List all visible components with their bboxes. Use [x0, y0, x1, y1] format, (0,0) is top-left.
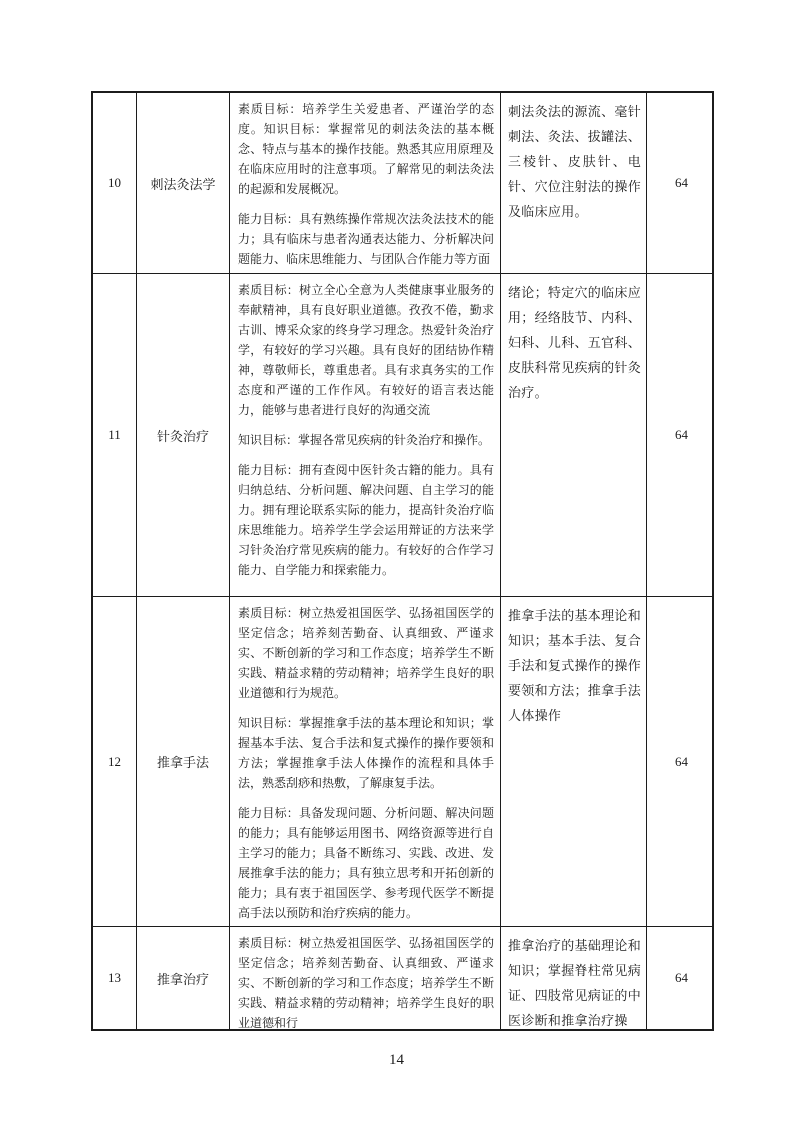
cell-course-name: 刺法灸法学	[137, 93, 230, 274]
objective-paragraph: 能力目标：具有熟练操作常规次法灸法技术的能力；具有临床与患者沟通表达能力、分析解决问题能力、临床思维能力、与团队合作能力等方面	[238, 212, 494, 266]
courses-table	[91, 91, 714, 1031]
objective-paragraph: 知识目标：掌握各常见疾病的针灸治疗和操作。	[238, 433, 491, 447]
cell-course-content: 推拿治疗的基础理论和知识；掌握脊柱常见病证、四肢常见病证的中医诊断和推拿治疗操	[501, 927, 647, 1029]
cell-course-name: 推拿治疗	[137, 927, 230, 1029]
cell-course-name: 推拿手法	[137, 597, 230, 927]
objective-paragraph: 素质目标：树立热爱祖国医学、弘扬祖国医学的坚定信念；培养刻苦勤奋、认真细致、严谨求实、不断创新的学习和工作态度；培养学生不断实践、精益求精的劳动精神；培养学生良好的职业道德和行为规范。	[238, 606, 494, 700]
objective-paragraph: 素质目标：树立热爱祖国医学、弘扬祖国医学的坚定信念；培养刻苦勤奋、认真细致、严谨求实、不断创新的学习和工作态度；培养学生不断实践、精益求精的劳动精神；培养学生良好的职业道德和行	[238, 936, 494, 1029]
cell-course-objectives	[230, 93, 501, 274]
cell-course-hours: 64	[647, 93, 714, 274]
objective-paragraph: 素质目标：培养学生关爱患者、严谨治学的态度。知识目标：掌握常见的刺法灸法的基本概念、特点与基本的操作技能。熟悉其应用原理及在临床应用时的注意事项。了解常见的刺法灸法的起源和发展概况。	[238, 102, 494, 196]
cell-row-index: 11	[93, 274, 137, 597]
cell-course-hours: 64	[647, 927, 714, 1029]
page-number: 14	[389, 1052, 404, 1068]
cell-course-objectives	[230, 597, 501, 927]
cell-course-content: 绪论；特定穴的临床应用；经络肢节、内科、妇科、儿科、五官科、皮肤科常见疾病的针灸治疗。	[501, 274, 647, 597]
cell-row-index: 12	[93, 597, 137, 927]
cell-row-index: 13	[93, 927, 137, 1029]
cell-course-objectives	[230, 274, 501, 597]
objective-paragraph: 能力目标：拥有查阅中医针灸古籍的能力。具有归纳总结、分析问题、解决问题、自主学习的能力。拥有理论联系实际的能力，提高针灸治疗临床思维能力。培养学生学会运用辩证的方法来学习针灸治疗常见疾病的能力。有较好的合作学习能力、自学能力和探索能力。	[238, 463, 494, 577]
cell-course-objectives	[230, 927, 501, 1029]
objective-paragraph: 素质目标：树立全心全意为人类健康事业服务的奉献精神，具有良好职业道德。孜孜不倦，勤求古训、博采众家的终身学习理念。热爱针灸治疗学，有较好的学习兴趣。具有良好的团结协作精神，尊敬师长，尊重患者。具有求真务实的工作态度和严谨的工作作风。有较好的语言表达能力，能够与患者进行良好的沟通交流	[238, 283, 494, 417]
cell-course-name: 针灸治疗	[137, 274, 230, 597]
objective-paragraph: 知识目标：掌握推拿手法的基本理论和知识；掌握基本手法、复合手法和复式操作的操作要领和方法；掌握推拿手法人体操作的流程和具体手法，熟悉刮痧和热敷，了解康复手法。	[238, 716, 494, 790]
cell-course-content: 刺法灸法的源流、毫针刺法、灸法、拔罐法、三棱针、皮肤针、电针、穴位注射法的操作及临床应用。	[501, 93, 647, 274]
cell-course-hours: 64	[647, 597, 714, 927]
objective-paragraph: 能力目标：具备发现问题、分析问题、解决问题的能力；具有能够运用图书、网络资源等进行自主学习的能力；具备不断练习、实践、改进、发展推拿手法的能力；具有独立思考和开拓创新的能力；具有衷于祖国医学、参考现代医学不断提高手法以预防和治疗疾病的能力。	[238, 806, 494, 920]
cell-row-index: 10	[93, 93, 137, 274]
cell-course-hours: 64	[647, 274, 714, 597]
cell-course-content: 推拿手法的基本理论和知识；基本手法、复合手法和复式操作的操作要领和方法；推拿手法人体操作	[501, 597, 647, 927]
